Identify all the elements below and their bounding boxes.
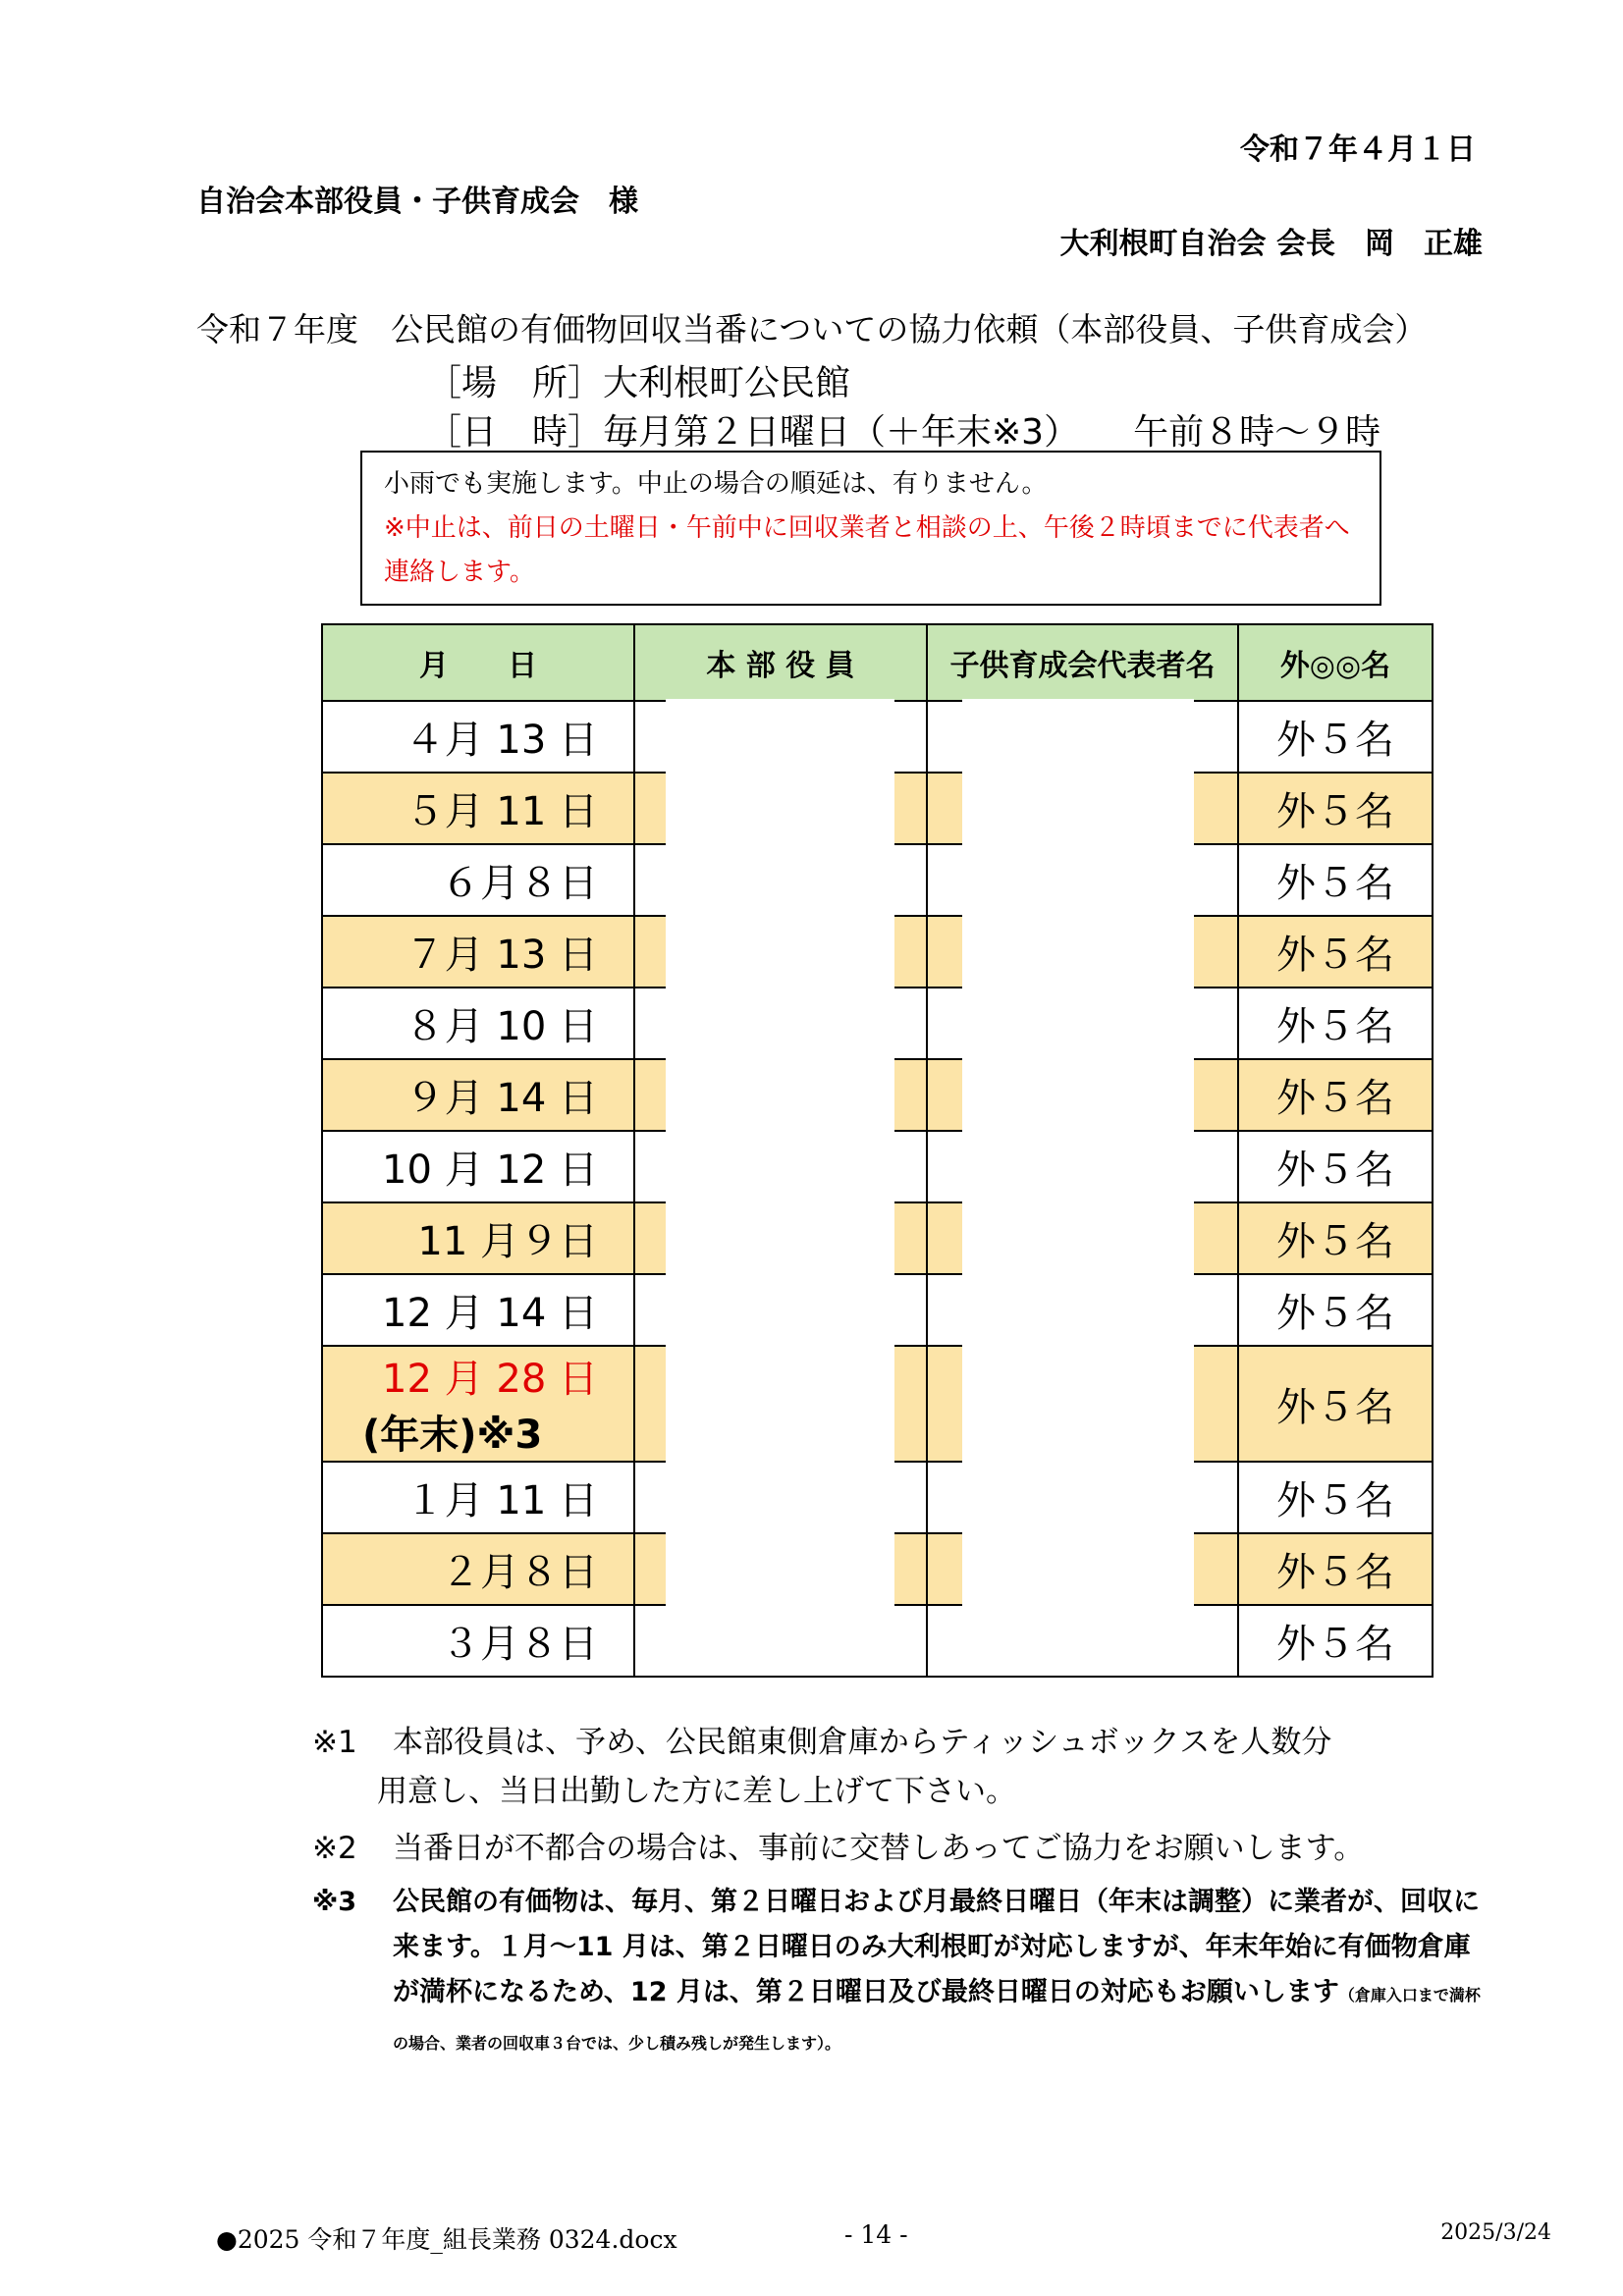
date-cell: ９月 14 日 (322, 1059, 634, 1131)
document-date: 令和７年４月１日 (1240, 133, 1476, 167)
note-3-small-text: （倉庫入口まで満杯の場合、業者の回収車３台では、少し積み残しが発生します）。 (393, 1986, 1481, 2053)
header-officers: 本 部 役 員 (634, 624, 927, 701)
extra-cell: 外５名 (1238, 1346, 1433, 1462)
year-end-note: (年末)※3 (362, 1413, 543, 1458)
date-cell: １月 11 日 (322, 1462, 634, 1533)
recipient: 自治会本部役員・子供育成会 様 (196, 185, 638, 219)
note-3 (312, 1880, 1490, 2066)
redaction-band-reps (962, 699, 1194, 1671)
extra-cell: 外５名 (1238, 1533, 1433, 1605)
notice-box (360, 451, 1381, 606)
time-line (426, 404, 1380, 454)
date-cell: ４月 13 日 (322, 701, 634, 773)
extra-cell: 外５名 (1238, 1274, 1433, 1346)
footer-filename: ●2025 令和７年度_組長業務 0324.docx (216, 2225, 677, 2254)
note-2-mark: ※2 (312, 1831, 357, 1866)
note-2-text: 当番日が不都合の場合は、事前に交替しあってご協力をお願いします。 (393, 1831, 1365, 1866)
header-others: 外◎◎名 (1238, 624, 1433, 701)
footer-page-number: - 14 - (844, 2220, 908, 2249)
date-cell: ８月 10 日 (322, 988, 634, 1059)
table-header-row (322, 624, 1433, 701)
redaction-band-officers (666, 699, 894, 1671)
note-1-mark: ※1 (312, 1725, 357, 1760)
note-1-text: 本部役員は、予め、公民館東側倉庫からティッシュボックスを人数分 (393, 1725, 1332, 1760)
note-1-continued: 用意し、当日出勤した方に差し上げて下さい。 (377, 1774, 1016, 1809)
place-line: ［場 所］大利根町公民館 (426, 363, 851, 403)
year-end-date: 12 月 28 日 (382, 1357, 598, 1402)
extra-cell: 外５名 (1238, 988, 1433, 1059)
note-2 (312, 1824, 1364, 1873)
note-1 (312, 1718, 1331, 1767)
date-cell: ７月 13 日 (322, 916, 634, 988)
date-cell: ２月８日 (322, 1533, 634, 1605)
footer-date: 2025/3/24 (1440, 2220, 1551, 2245)
header-children-rep: 子供育成会代表者名 (927, 624, 1238, 701)
date-cell: 10 月 12 日 (322, 1131, 634, 1202)
notice-line-1: 小雨でも実施します。中止の場合の順延は、有りません。 (384, 469, 1048, 499)
note-3-text: 公民館の有価物は、毎月、第２日曜日および月最終日曜日（年末は調整）に業者が、回収に来ます。１月～11 月は、第２日曜日のみ大利根町が対応しますが、年末年始に有価物倉庫が満杯になるため、12 月は、第２日曜日及び最終日曜日の対応もお願いします (393, 1887, 1480, 2007)
extra-cell: 外５名 (1238, 1462, 1433, 1533)
note-3-body (312, 1880, 1490, 2066)
time-hours: 午前８時～９時 (1133, 412, 1381, 453)
time-label: ［日 時］毎月第２日曜日（＋年末※3） (426, 412, 1080, 453)
extra-cell: 外５名 (1238, 701, 1433, 773)
extra-cell: 外５名 (1238, 1131, 1433, 1202)
extra-cell: 外５名 (1238, 1605, 1433, 1677)
header-date: 月 日 (322, 624, 634, 701)
extra-cell: 外５名 (1238, 1202, 1433, 1274)
sender: 大利根町自治会 会長 岡 正雄 (1059, 227, 1483, 261)
date-cell: 11 月９日 (322, 1202, 634, 1274)
note-3-mark: ※3 (312, 1887, 357, 1917)
extra-cell: 外５名 (1238, 1059, 1433, 1131)
document-title: 令和７年度 公民館の有価物回収当番についての協力依頼（本部役員、子供育成会） (196, 310, 1428, 348)
date-cell (322, 1346, 634, 1462)
date-cell: ６月８日 (322, 844, 634, 916)
extra-cell: 外５名 (1238, 773, 1433, 844)
notice-line-2: ※中止は、前日の土曜日・午前中に回収業者と相談の上、午後２時頃までに代表者へ連絡します。 (384, 513, 1350, 587)
date-cell: 12 月 14 日 (322, 1274, 634, 1346)
date-cell: ５月 11 日 (322, 773, 634, 844)
extra-cell: 外５名 (1238, 844, 1433, 916)
date-cell: ３月８日 (322, 1605, 634, 1677)
extra-cell: 外５名 (1238, 916, 1433, 988)
